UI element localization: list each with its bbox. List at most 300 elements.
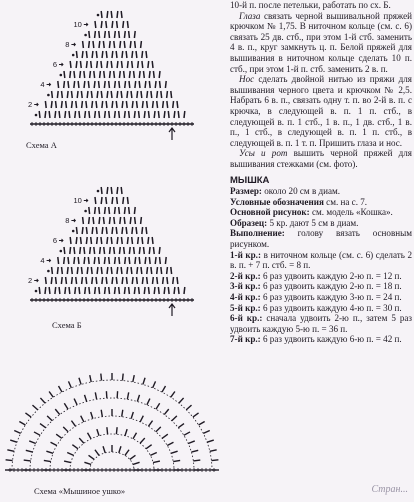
ear-stitch — [146, 445, 152, 449]
scheme-a-stitch — [165, 81, 166, 88]
scheme-a-stitch — [75, 111, 76, 118]
scheme-b-stitch — [106, 197, 107, 204]
round-item — [230, 292, 412, 303]
scheme-a-stitch — [131, 91, 132, 98]
scheme-a-stitch — [91, 91, 92, 98]
scheme-b-stitch — [144, 287, 145, 294]
scheme-b-stitch — [126, 227, 127, 234]
scheme-a-stitch — [64, 71, 65, 78]
scheme-a-stitch — [52, 91, 53, 98]
ear-stitch — [164, 409, 168, 414]
ear-stitch — [88, 433, 92, 439]
scheme-a-stitch — [56, 101, 57, 108]
scheme-a-stitch — [101, 11, 102, 18]
scheme-a-stitch — [49, 111, 50, 118]
scheme-b-row-number: 4 — [40, 256, 44, 265]
scheme-a-stitch — [134, 71, 135, 78]
scheme-a-stitch — [79, 111, 80, 118]
scheme-a-stitch — [132, 51, 133, 58]
scheme-b-stitch — [134, 287, 135, 294]
scheme-a-stitch — [74, 71, 75, 78]
scheme-a-stitch — [112, 51, 113, 58]
scheme-a-stitch — [119, 111, 120, 118]
scheme-a-row-arrow — [34, 103, 38, 106]
scheme-a-stitch — [148, 111, 149, 118]
ear-stitch — [162, 434, 168, 438]
ear-stitch — [47, 416, 52, 421]
scheme-b-stitch — [116, 227, 117, 234]
scheme-c-caption: Схема «Мышиное ушко» — [34, 486, 125, 496]
ear-stitch — [173, 460, 180, 461]
scheme-a-stitch — [89, 31, 90, 38]
round-item — [230, 334, 412, 345]
ear-stitch — [55, 409, 59, 414]
scheme-a-stitch — [95, 31, 96, 38]
scheme-b-stitch — [109, 287, 110, 294]
scheme-a-stitch — [101, 61, 102, 68]
ear-arch-guide — [90, 452, 134, 470]
scheme-b-stitch — [136, 227, 137, 234]
scheme-b-stitch — [184, 287, 185, 294]
ear-stitch — [44, 460, 51, 461]
scheme-a-stitch — [160, 81, 161, 88]
scheme-b-stitch — [157, 267, 158, 274]
scheme-b-stitch — [104, 247, 105, 254]
ear-stitch — [133, 462, 140, 464]
scheme-a-row-arrow — [59, 63, 63, 66]
scheme-b-stitch — [64, 247, 65, 254]
scheme-b-stitch — [76, 277, 77, 284]
scheme-b-stitch — [100, 247, 101, 254]
scheme-a-stitch — [64, 81, 65, 88]
round-text: 6 раз удвоить каждую 3-ю п. = 24 п. — [261, 292, 402, 302]
scheme-a-stitch — [92, 51, 93, 58]
scheme-b-stitch — [114, 207, 115, 214]
scheme-a-stitch — [114, 41, 115, 48]
round-item — [230, 303, 412, 314]
scheme-b-stitch — [161, 267, 162, 274]
scheme-a-stitch — [104, 81, 105, 88]
scheme-b-stitch — [119, 287, 120, 294]
scheme-b-stitch — [95, 207, 96, 214]
scheme-b-stitch — [137, 267, 138, 274]
scheme-a-stitch — [163, 101, 164, 108]
round-label: 6-й кр.: — [230, 313, 262, 323]
scheme-a-stitch — [94, 71, 95, 78]
scheme-b-stitch — [134, 247, 135, 254]
scheme-a-stitch — [119, 81, 120, 88]
whiskers-label: Усы и рот — [239, 148, 287, 158]
ear-stitch — [63, 427, 68, 432]
scheme-b-stitch — [55, 287, 56, 294]
scheme-b-stitch — [86, 277, 87, 284]
scheme-a-stitch — [138, 61, 139, 68]
scheme-b-stitch — [168, 287, 169, 294]
scheme-b-stitch — [173, 277, 174, 284]
pattern-line — [230, 207, 412, 218]
ear-stitch — [56, 434, 62, 438]
scheme-a-stitch — [124, 111, 125, 118]
ear-stitch — [84, 462, 91, 464]
work-value: голову вязать основным рисунком. — [230, 228, 412, 249]
ear-stitch — [74, 399, 77, 405]
scheme-b-stitch — [91, 267, 92, 274]
scheme-a-stitch — [94, 81, 95, 88]
scheme-b-stitch — [143, 247, 144, 254]
scheme-a-stitch — [167, 91, 168, 98]
size-line — [230, 186, 412, 197]
scheme-a-stitch — [78, 81, 79, 88]
round-text: 6 раз удвоить каждую 2-ю п. = 18 п. — [261, 281, 402, 291]
eyes-label: Глаза — [239, 11, 260, 21]
scheme-a-stitch — [51, 101, 52, 108]
scheme-a-stitch — [167, 101, 168, 108]
scheme-a-stitch — [88, 81, 89, 88]
scheme-a-stitch — [76, 61, 77, 68]
ear-stitch — [24, 460, 31, 461]
legend-line — [230, 197, 412, 208]
scheme-b-stitch — [101, 267, 102, 274]
scheme-b-stitch — [152, 237, 153, 244]
scheme-a-stitch — [152, 101, 153, 108]
ear-stitch — [172, 416, 177, 421]
scheme-a-row-number: 10 — [73, 20, 81, 29]
scheme-a-stitch — [80, 61, 81, 68]
scheme-b-stitch — [132, 237, 133, 244]
scheme-b-stitch — [119, 207, 120, 214]
scheme-b-stitch — [129, 207, 130, 214]
scheme-b-stitch — [114, 287, 115, 294]
scheme-b-stitch — [45, 277, 46, 284]
scheme-b-stitch — [95, 287, 96, 294]
ear-stitch — [49, 392, 53, 398]
scheme-a-stitch — [143, 71, 144, 78]
ear-stitch — [122, 374, 123, 381]
scheme-a-stitch — [96, 51, 97, 58]
scheme-a-stitch — [115, 81, 116, 88]
ear-stitch — [153, 461, 160, 462]
scheme-b-stitch — [89, 217, 90, 224]
scheme-a-stitch — [105, 111, 106, 118]
scheme-b-stitch — [95, 197, 96, 204]
scheme-a-stitch — [119, 71, 120, 78]
scheme-b-stitch — [59, 287, 60, 294]
scheme-a-stitch — [147, 101, 148, 108]
ear-stitch — [79, 438, 84, 443]
scheme-b-stitch — [153, 247, 154, 254]
scheme-b-stitch — [114, 247, 115, 254]
scheme-a-stitch — [86, 51, 87, 58]
ear-stitch — [19, 422, 25, 426]
scheme-b-stitch — [112, 197, 113, 204]
scheme-b-stitch — [141, 217, 142, 224]
scheme-a-start-arrow — [169, 128, 175, 140]
scheme-b-stitch — [85, 287, 86, 294]
ear-stitch — [184, 432, 190, 435]
scheme-a-stitch — [124, 31, 125, 38]
scheme-a-slip-dot — [60, 74, 63, 77]
ear-stitch — [186, 405, 191, 410]
scheme-a-stitch — [89, 111, 90, 118]
ear-stitch — [103, 446, 105, 453]
scheme-a-stitch — [107, 11, 108, 18]
ear-stitch — [29, 441, 36, 444]
scheme-a-stitch — [149, 81, 150, 88]
ear-stitch — [130, 455, 136, 459]
round-text: 6 раз удвоить каждую 4-ю п. = 30 п. — [261, 303, 402, 313]
ear-stitch — [72, 445, 78, 449]
round-item — [230, 281, 412, 292]
scheme-b-stitch — [117, 267, 118, 274]
scheme-b-stitch — [104, 257, 105, 264]
ear-stitch — [64, 403, 68, 409]
scheme-b-stitch — [58, 257, 59, 264]
scheme-b-row-number: 10 — [73, 196, 81, 205]
scheme-b-stitch — [105, 287, 106, 294]
scheme-a-stitch — [107, 91, 108, 98]
scheme-b-stitch — [137, 277, 138, 284]
scheme-b-stitch — [152, 277, 153, 284]
section-title: МЫШКА — [230, 176, 412, 187]
ear-stitch — [143, 378, 145, 385]
scheme-b-stitch — [139, 247, 140, 254]
scheme-b-stitch — [86, 227, 87, 234]
scheme-b-stitch — [160, 257, 161, 264]
scheme-a-stitch — [134, 31, 135, 38]
scheme-a-stitch — [132, 61, 133, 68]
ear-stitch — [7, 450, 14, 451]
scheme-a-slip-dot — [47, 94, 50, 97]
scheme-a-stitch — [55, 111, 56, 118]
ear-stitch — [140, 416, 143, 422]
scheme-b-stitch — [93, 217, 94, 224]
ear-stitch — [91, 412, 93, 419]
round-text: 6 раз удвоить каждую 2-ю п. = 12 п. — [261, 271, 402, 281]
ear-stitch — [64, 461, 71, 462]
scheme-a-stitch — [129, 31, 130, 38]
scheme-b-stitch — [96, 277, 97, 284]
scheme-a-stitch — [157, 91, 158, 98]
instructions-column — [230, 0, 412, 497]
scheme-a-stitch — [93, 41, 94, 48]
scheme-b-stitch — [147, 277, 148, 284]
scheme-b-stitch — [80, 237, 81, 244]
scheme-b-stitch — [129, 247, 130, 254]
ear-stitch — [89, 455, 95, 459]
whiskers-text: вышить черной пряжей для вышивания стежками (см. фото). — [230, 148, 412, 169]
scheme-b-stitch — [101, 197, 102, 204]
scheme-b-stitch — [129, 257, 130, 264]
ear-arch-guide — [30, 398, 194, 470]
rounds-list — [230, 250, 412, 345]
scheme-b-stitch — [134, 207, 135, 214]
scheme-b-stitch — [101, 187, 102, 194]
scheme-b-stitch — [88, 257, 89, 264]
scheme-b-stitch — [86, 237, 87, 244]
scheme-b-stitch — [149, 247, 150, 254]
ear-stitch — [59, 386, 63, 392]
ear-stitch — [26, 450, 33, 452]
ear-stitch — [71, 421, 75, 427]
paragraph-eyes — [230, 11, 412, 75]
scheme-b-stitch — [71, 267, 72, 274]
ear-stitch — [125, 429, 127, 436]
scheme-b-row-arrow — [34, 279, 38, 282]
scheme-a-stitch — [127, 61, 128, 68]
pattern-label: Основной рисунок: — [230, 207, 310, 217]
scheme-a-stitch — [141, 91, 142, 98]
scheme-b-stitch — [119, 257, 120, 264]
scheme-a-stitch — [77, 91, 78, 98]
scheme-b-stitch — [155, 257, 156, 264]
scheme-b-stitch — [102, 227, 103, 234]
scheme-a-stitch — [149, 71, 150, 78]
scheme-b-stitch — [127, 197, 128, 204]
scheme-b-stitch — [92, 227, 93, 234]
scheme-a-stitch — [99, 31, 100, 38]
ear-stitch — [156, 427, 161, 432]
scheme-b-stitch — [117, 187, 118, 194]
ear-stitch — [32, 405, 37, 410]
scheme-a-stitch — [178, 111, 179, 118]
scheme-b-stitch — [102, 277, 103, 284]
scheme-a-stitch — [130, 41, 131, 48]
paragraph-whiskers — [230, 148, 412, 169]
scheme-b-stitch — [79, 287, 80, 294]
scheme-a-stitch — [45, 101, 46, 108]
scheme-b-stitch — [131, 267, 132, 274]
scheme-a-stitch — [107, 61, 108, 68]
round-item — [230, 250, 412, 271]
scheme-a-stitch — [96, 101, 97, 108]
scheme-a-caption: Схема А — [26, 140, 57, 150]
scheme-a-stitch — [80, 71, 81, 78]
work-label: Выполнение: — [230, 228, 285, 238]
ear-stitch — [95, 450, 99, 456]
ear-stitch — [211, 460, 218, 461]
scheme-a-stitch — [76, 51, 77, 58]
scheme-b-stitch — [112, 227, 113, 234]
scheme-a-stitch — [142, 61, 143, 68]
scheme-a-stitch — [171, 91, 172, 98]
scheme-b-stitch — [105, 207, 106, 214]
round-item — [230, 313, 412, 334]
ear-stitch — [191, 450, 198, 452]
scheme-a-stitch — [45, 111, 46, 118]
ear-stitch — [137, 395, 139, 402]
scheme-a-stitch — [86, 61, 87, 68]
ear-stitch — [125, 450, 129, 456]
scheme-a-stitch — [148, 61, 149, 68]
scheme-b-stitch — [122, 227, 123, 234]
scheme-b-stitch — [145, 257, 146, 264]
ear-stitch — [34, 432, 40, 435]
scheme-b-stitch — [99, 207, 100, 214]
round-text: 6 раз удвоить каждую 6-ю п. = 42 п. — [261, 334, 402, 344]
scheme-a-stitch — [126, 101, 127, 108]
scheme-a-stitch — [142, 51, 143, 58]
scheme-a-row-number: 2 — [28, 100, 32, 109]
scheme-a-row-number: 4 — [40, 80, 44, 89]
scheme-b-stitch — [61, 277, 62, 284]
nose-label: Нос — [239, 74, 254, 84]
scheme-a-stitch — [62, 91, 63, 98]
scheme-b-stitch — [167, 277, 168, 284]
scheme-a-stitch — [159, 71, 160, 78]
ear-stitch — [46, 451, 53, 453]
scheme-a-stitch — [119, 31, 120, 38]
ear-stitch — [79, 378, 81, 385]
scheme-b-stitch — [84, 257, 85, 264]
scheme-b-stitch — [148, 237, 149, 244]
scheme-a-stitch — [122, 101, 123, 108]
scheme-a-stitch — [103, 41, 104, 48]
scheme-b-stitch — [158, 287, 159, 294]
ear-stitch — [188, 441, 195, 444]
size-label: Размер: — [230, 186, 262, 196]
scheme-a-stitch — [70, 61, 71, 68]
ear-stitch — [68, 381, 71, 387]
scheme-b-stitch — [62, 267, 63, 274]
scheme-b-stitch — [163, 277, 164, 284]
scheme-a-stitch — [83, 41, 84, 48]
scheme-a-stitch — [106, 21, 107, 28]
scheme-b-stitch — [114, 217, 115, 224]
scheme-b-stitch — [177, 277, 178, 284]
scheme-b-stitch — [125, 257, 126, 264]
scheme-b-stitch — [119, 247, 120, 254]
scheme-a-stitch — [109, 111, 110, 118]
scheme-a-stitch — [158, 111, 159, 118]
scheme-b-stitch — [82, 277, 83, 284]
scheme-a-stitch — [70, 71, 71, 78]
scheme-b-stitch — [80, 247, 81, 254]
scheme-a-stitch — [92, 101, 93, 108]
scheme-a-stitch — [134, 111, 135, 118]
scheme-a-stitch — [184, 111, 185, 118]
scheme-b-stitch — [87, 267, 88, 274]
scheme-a-stitch — [61, 101, 62, 108]
scheme-a-stitch — [111, 61, 112, 68]
scheme-b-stitch — [49, 287, 50, 294]
scheme-a-stitch — [129, 71, 130, 78]
scheme-b-stitch — [39, 287, 40, 294]
scheme-a-stitch — [98, 81, 99, 88]
scheme-a-stitch — [82, 51, 83, 58]
scheme-a-stitch — [100, 71, 101, 78]
ear-stitch — [51, 442, 57, 445]
scheme-a-stitch — [136, 51, 137, 58]
scheme-b-stitch — [127, 237, 128, 244]
scheme-a-row-arrow — [47, 83, 51, 86]
scheme-b-stitch — [117, 197, 118, 204]
round-label: 1-й кр.: — [230, 250, 261, 260]
ear-stitch — [116, 427, 117, 434]
scheme-a-stitch — [114, 31, 115, 38]
scheme-a-stitch — [154, 111, 155, 118]
ear-stitch — [133, 433, 137, 439]
ear-stitch — [179, 398, 184, 403]
scheme-a-stitch — [95, 111, 96, 118]
scheme-a-stitch — [151, 91, 152, 98]
scheme-b-stitch — [82, 227, 83, 234]
round-item — [230, 271, 412, 282]
scheme-b-slip-dot — [60, 250, 63, 253]
scheme-b-stitch — [142, 237, 143, 244]
scheme-a-stitch — [97, 91, 98, 98]
scheme-b-stitch — [138, 237, 139, 244]
scheme-a-stitch — [72, 101, 73, 108]
